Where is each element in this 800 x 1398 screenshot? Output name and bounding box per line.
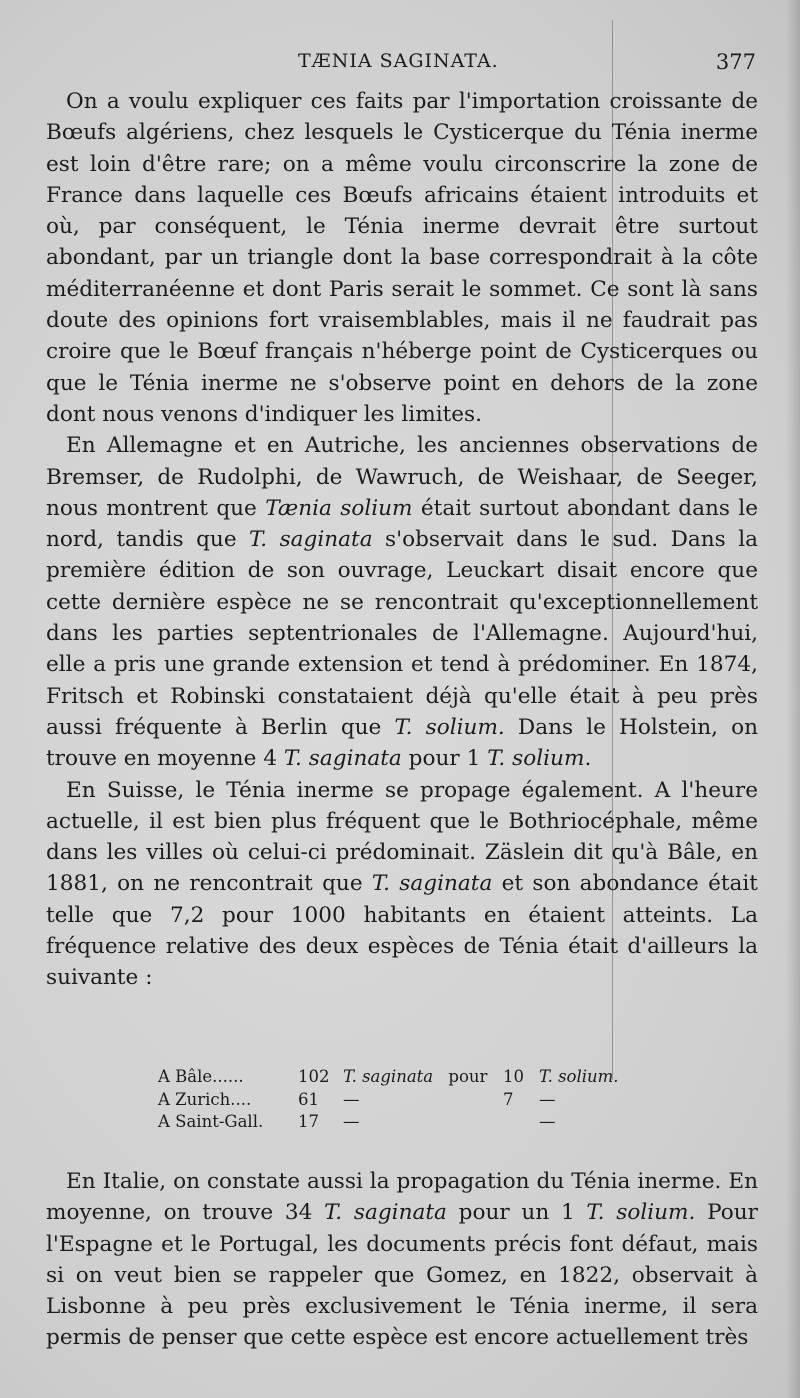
italic-term: T. saginata bbox=[371, 871, 493, 897]
species-solium-cell: — bbox=[539, 1089, 556, 1109]
text-run: On a voulu expliquer ces faits par l'importation croissante de Bœufs algériens, chez lesquels le Cysticerque du Ténia inerme est loin d'être rare; on a même voulu circonscrire la zone de France dans laquelle ces Bœufs africains étaient introduits et où, par conséquent, le Ténia inerme devrait être surtout abondant, par un triangle dont la base correspondrait à la côte méditerranéenne et dont Paris serait le sommet. Ce sont là sans doute des opinions fort vraisemblables, mais il ne faudrait pas croire que le Bœuf français n'héberge point de Cysticerques ou que le Ténia inerme ne s'observe point en dehors de la zone dont nous venons d'indiquer les limites. bbox=[46, 89, 758, 427]
text-run: et son abondance était telle que 7,2 pour 1000 habitants en étaient atteints. La fréquence relative des deux espèces de Ténia était d'ailleurs la suivante : bbox=[46, 871, 758, 991]
page-number: 377 bbox=[715, 50, 756, 74]
italic-term: T. saginata bbox=[324, 1200, 447, 1226]
page-header bbox=[46, 50, 756, 80]
paragraph bbox=[46, 1166, 758, 1354]
italic-term: Tænia solium bbox=[265, 495, 413, 521]
count-solium-cell bbox=[503, 1111, 539, 1134]
body-text bbox=[46, 86, 758, 994]
italic-term: T. solium. bbox=[394, 714, 505, 740]
scan-crease bbox=[612, 20, 613, 1080]
text-run: En Italie, on constate aussi la propagation du Ténia inerme. En moyenne, on trouve 34 bbox=[46, 1169, 758, 1226]
text-run: En Suisse, le Ténia inerme se propage également. A l'heure actuelle, il est bien plus fréquent que le Bothriocéphale, même dans les villes où celui-ci prédominait. Zäslein dit qu'à Bâle, en 1881, on ne rencontrait que bbox=[46, 777, 758, 897]
species-solium-cell: T. solium. bbox=[539, 1067, 619, 1086]
text-run: Dans le Holstein, on trouve en moyenne 4 bbox=[46, 714, 758, 772]
italic-term: T. solium. bbox=[586, 1200, 696, 1226]
italic-term: T. saginata bbox=[249, 527, 373, 553]
text-run: pour un 1 bbox=[446, 1200, 587, 1226]
running-title: TÆNIA SAGINATA. bbox=[298, 50, 499, 72]
species-solium-cell: — bbox=[539, 1112, 556, 1131]
italic-term: T. solium bbox=[487, 746, 585, 772]
frequency-table bbox=[158, 1066, 619, 1134]
species-name: — bbox=[343, 1112, 360, 1131]
count-saginata-cell: 17 bbox=[298, 1112, 319, 1131]
count-solium-cell: 10 bbox=[503, 1067, 524, 1086]
page-edge-shadow bbox=[786, 0, 800, 1398]
table-row bbox=[158, 1089, 619, 1112]
species-name: — bbox=[343, 1089, 360, 1109]
text-run: s'observait dans le sud. Dans la première édition de son ouvrage, Leuckart disait encore que cette dernière espèce ne se rencontrait qu'exceptionnellement dans les parties septentrionales de l'Allemagne. Aujourd'hui, elle a pris une grande extension et tend à prédominer. En 1874, Fritsch et Robinski constataient déjà qu'elle était à peu près aussi fréquente à Berlin que bbox=[46, 527, 758, 740]
paragraph bbox=[46, 430, 758, 774]
species-saginata-cell bbox=[343, 1111, 503, 1134]
text-run: était surtout abondant dans le nord, tandis que bbox=[46, 495, 758, 553]
count-solium-cell: 7 bbox=[503, 1089, 514, 1109]
species-saginata-cell bbox=[343, 1066, 503, 1089]
text-run: pour 1 bbox=[401, 746, 488, 772]
text-run: Pour l'Espagne et le Portugal, les documents précis font défaut, mais si on veut bien se rappeler que Gomez, en 1822, observait à Lisbonne à peu près exclusivement le Ténia inerme, il sera permis de penser que cette espèce est encore actuellement très bbox=[46, 1200, 758, 1351]
city-cell: A Saint-Gall. bbox=[158, 1112, 264, 1131]
paragraph bbox=[46, 86, 758, 430]
table-row bbox=[158, 1111, 619, 1134]
table-row bbox=[158, 1066, 619, 1089]
species-saginata-cell bbox=[343, 1089, 503, 1112]
body-text-continued bbox=[46, 1166, 758, 1354]
italic-term: T. saginata bbox=[283, 746, 402, 772]
count-saginata-cell: 61 bbox=[298, 1089, 319, 1109]
species-name: T. saginata bbox=[343, 1067, 434, 1086]
paragraph bbox=[46, 775, 758, 994]
count-saginata-cell: 102 bbox=[298, 1067, 330, 1086]
text-run: En Allemagne et en Autriche, les anciennes observations de Bremser, de Rudolphi, de Wawruch, de Weishaar, de Seeger, nous montrent que bbox=[46, 433, 758, 521]
pour-word: pour bbox=[448, 1067, 488, 1086]
city-cell: A Bâle...... bbox=[158, 1067, 244, 1086]
city-cell: A Zurich.... bbox=[158, 1089, 252, 1109]
text-run: . bbox=[584, 746, 592, 772]
